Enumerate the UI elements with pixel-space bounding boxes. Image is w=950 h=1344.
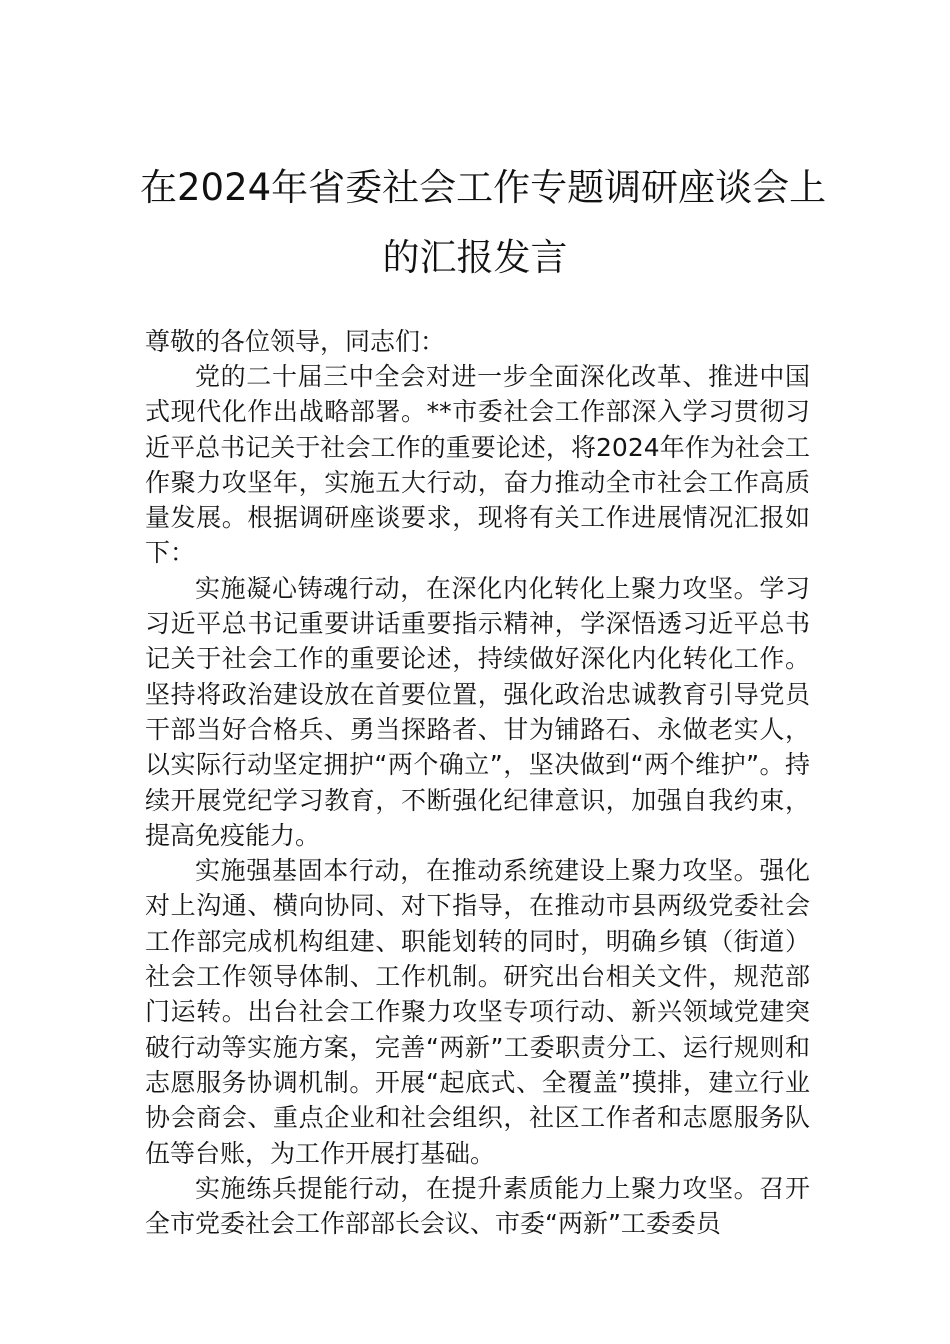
paragraph-lianbing-tineng: 实施练兵提能行动，在提升素质能力上聚力攻坚。召开全市党委社会工作部部长会议、市委“两新”工委委员 [145, 1173, 810, 1239]
body-paragraphs [145, 359, 810, 1241]
salutation: 尊敬的各位领导，同志们： [145, 327, 446, 356]
paragraph-qiangji-guben: 实施强基固本行动，在推动系统建设上聚力攻坚。强化对上沟通、横向协同、对下指导，在推动市县两级党委社会工作部完成机构组建、职能划转的同时，明确乡镇（街道）社会工作领导体制、工作机制。研究出台相关文件，规范部门运转。出台社会工作聚力攻坚专项行动、新兴领域党建突破行动等实施方案，完善“两新”工委职责分工、运行规则和志愿服务协调机制。开展“起底式、全覆盖”摸排，建立行业协会商会、重点企业和社会组织，社区工作者和志愿服务队伍等台账，为工作开展打基础。 [145, 856, 810, 1168]
paragraph-ningxin-zhuhun: 实施凝心铸魂行动，在深化内化转化上聚力攻坚。学习习近平总书记重要讲话重要指示精神，学深悟透习近平总书记关于社会工作的重要论述，持续做好深化内化转化工作。坚持将政治建设放在首要位置，强化政治忠诚教育引导党员干部当好合格兵、勇当探路者、甘为铺路石、永做老实人，以实际行动坚定拥护“两个确立”，坚决做到“两个维护”。持续开展党纪学习教育，不断强化纪律意识，加强自我约束，提高免疫能力。 [145, 573, 810, 850]
document-title-line-2: 的汇报发言 [382, 236, 568, 279]
document-title-line-1: 在2024年省委社会工作专题调研座谈会上 [140, 166, 827, 209]
paragraph-intro: 党的二十届三中全会对进一步全面深化改革、推进中国式现代化作出战略部署。**市委社会工作部深入学习贯彻习近平总书记关于社会工作的重要论述，将2024年作为社会工作聚力攻坚年，实施五大行动，奋力推动全市社会工作高质量发展。根据调研座谈要求，现将有关工作进展情况汇报如下： [145, 362, 810, 568]
